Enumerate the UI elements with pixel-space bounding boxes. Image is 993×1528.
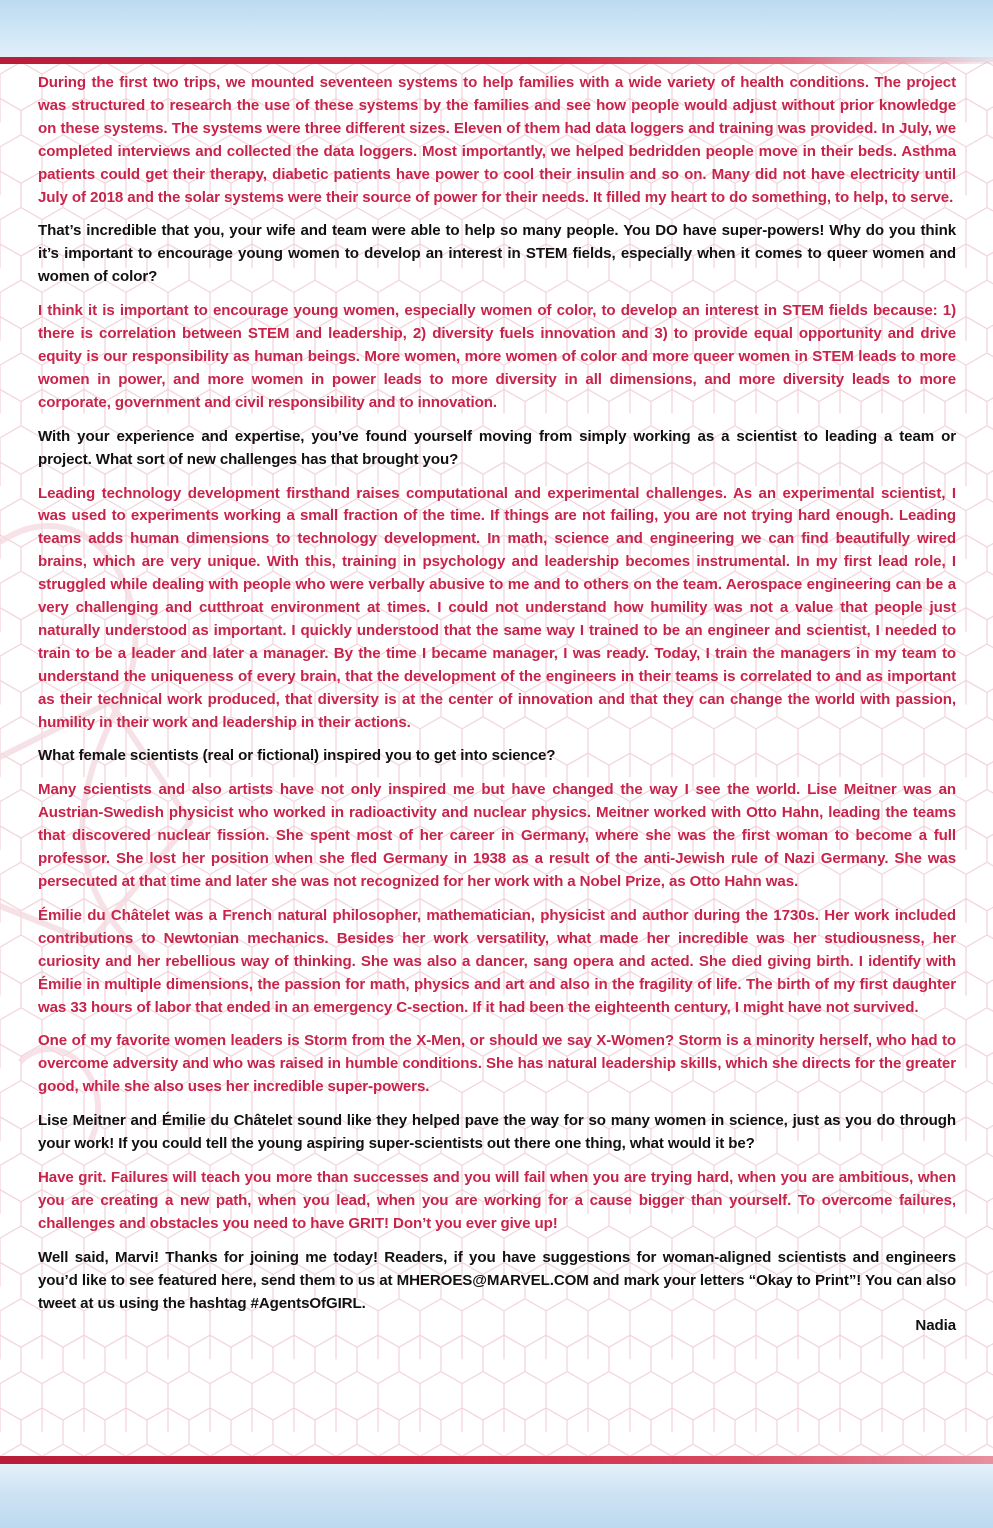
answer-paragraph: Many scientists and also artists have not only inspired me but have changed the way I see the world. Lise Meitner was an Austrian-Swedish physicist who worked in radioactivity and nuclear physics. Meitner worked with Otto Hahn, leading the teams that discovered nuclear fission. She spent most of her career in Germany, where she was the first woman to become a full professor. She lost her position when she fled Germany in 1938 as a result of the anti-Jewish rule of Nazi Germany. She was persecuted at that time and later she was not recognized for her work with a Nobel Prize, as Otto Hahn was. [38, 781, 956, 890]
answer-paragraph: One of my favorite women leaders is Storm from the X-Men, or should we say X-Women? Storm is a minority herself, who had to overcome adversity and who was raised in humble conditions. She has natural leadership skills, which she directs for the greater good, while she also uses her incredible super-powers. [38, 1032, 956, 1096]
answer-paragraph: Émilie du Châtelet was a French natural philosopher, mathematician, physicist and author during the 1730s. Her work included contributions to Newtonian mechanics. Besides her work versatility, what made her incredible was her studiousness, her curiosity and her rebellious way of thinking. She was also a dancer, sang opera and acted. She died giving birth. I identify with Émilie in multiple dimensions, the passion for math, physics and art and also in the fragility of life. The birth of my first daughter was 33 hours of labor that ended in an emergency C-section. If it had been the eighteenth century, I might have not survived. [38, 906, 956, 1016]
question-paragraph: With your experience and expertise, you’ve found yourself moving from simply working as a scientist to leading a team or project. What sort of new challenges has that brought you? [38, 427, 956, 468]
answer-paragraph: I think it is important to encourage young women, especially women of color, to develop an interest in STEM fields because: 1) there is correlation between STEM and leadership, 2) diversity fuels innovation and 3) to provide equal opportunity and drive equity is our responsibility as human beings. More women, more women of color and more queer women in STEM leads to more women in power, and more women in power leads to more diversity in all dimensions, and more diversity leads to more corporate, government and civil responsibility and to innovation. [38, 302, 956, 411]
closing-paragraph: Well said, Marvi! Thanks for joining me today! Readers, if you have suggestions for woman-aligned scientists and engineers you’d like to see featured here, send them to us at MHEROES@MARVEL.COM and mark your letters “Okay to Print”! You can also tweet at us using the hashtag #AgentsOfGIRL. [38, 1248, 956, 1312]
top-border-band [0, 0, 993, 62]
article-body [38, 72, 956, 1349]
answer-paragraph: During the first two trips, we mounted seventeen systems to help families with a wide variety of health conditions. The project was structured to research the use of these systems by the families and see how people would adjust without prior knowledge on these systems. The systems were three different sizes. Eleven of them had data loggers and training was provided. In July, we completed interviews and collected the data loggers. Most importantly, we helped bedridden people move in their beds. Asthma patients could get their therapy, diabetic patients have power to cool their insulin and so on. Many did not have electricity until July of 2018 and the solar systems were their source of power for their needs. It filled my heart to do something, to help, to serve. [38, 74, 956, 206]
answer-paragraph: Leading technology development firsthand raises computational and experimental challenges. As an experimental scientist, I was used to experiments working a small fraction of the time. If things are not failing, you are not trying hard enough. Leading teams adds human dimensions to technology development. In math, science and engineering we can find beautifully wired brains, which are very unique. With this, training in psychology and leadership becomes instrumental. In my first lead role, I struggled while dealing with people who were verbally abusive to me and to others on the team. Aerospace engineering can be a very challenging and cutthroat environment at times. I could not understand how humility was not a value that people just naturally understood as important. I quickly understood that the same way I trained to be an engineer and scientist, I needed to train to be a leader and later a manager. By the time I became manager, I was ready. Today, I train the managers in my team to understand the uniqueness of every brain, that the development of the engineers in their teams is correlated to and as important as their technical work produced, that diversity is at the center of innovation and that they can change the world with passion, humility in their work and leadership in their actions. [38, 484, 956, 731]
top-accent-rule [0, 57, 993, 64]
question-paragraph: That’s incredible that you, your wife and team were able to help so many people. You DO have super-powers! Why do you think it’s important to encourage young women to develop an interest in STEM fields, especially when it comes to queer women and women of color? [38, 222, 956, 286]
question-paragraph: Lise Meitner and Émilie du Châtelet sound like they helped pave the way for so many women in science, just as you do through your work! If you could tell the young aspiring super-scientists out there one thing, what would it be? [38, 1112, 956, 1153]
bottom-border-band [0, 1464, 993, 1528]
answer-paragraph: Have grit. Failures will teach you more than successes and you will fail when you are trying hard, when you are ambitious, when you are creating a new path, when you lead, when you are working for a cause bigger than yourself. To overcome failures, challenges and obstacles you need to have GRIT! Don’t you ever give up! [38, 1168, 956, 1232]
question-paragraph: What female scientists (real or fictional) inspired you to get into science? [38, 747, 556, 765]
author-signature: Nadia [915, 1317, 956, 1335]
